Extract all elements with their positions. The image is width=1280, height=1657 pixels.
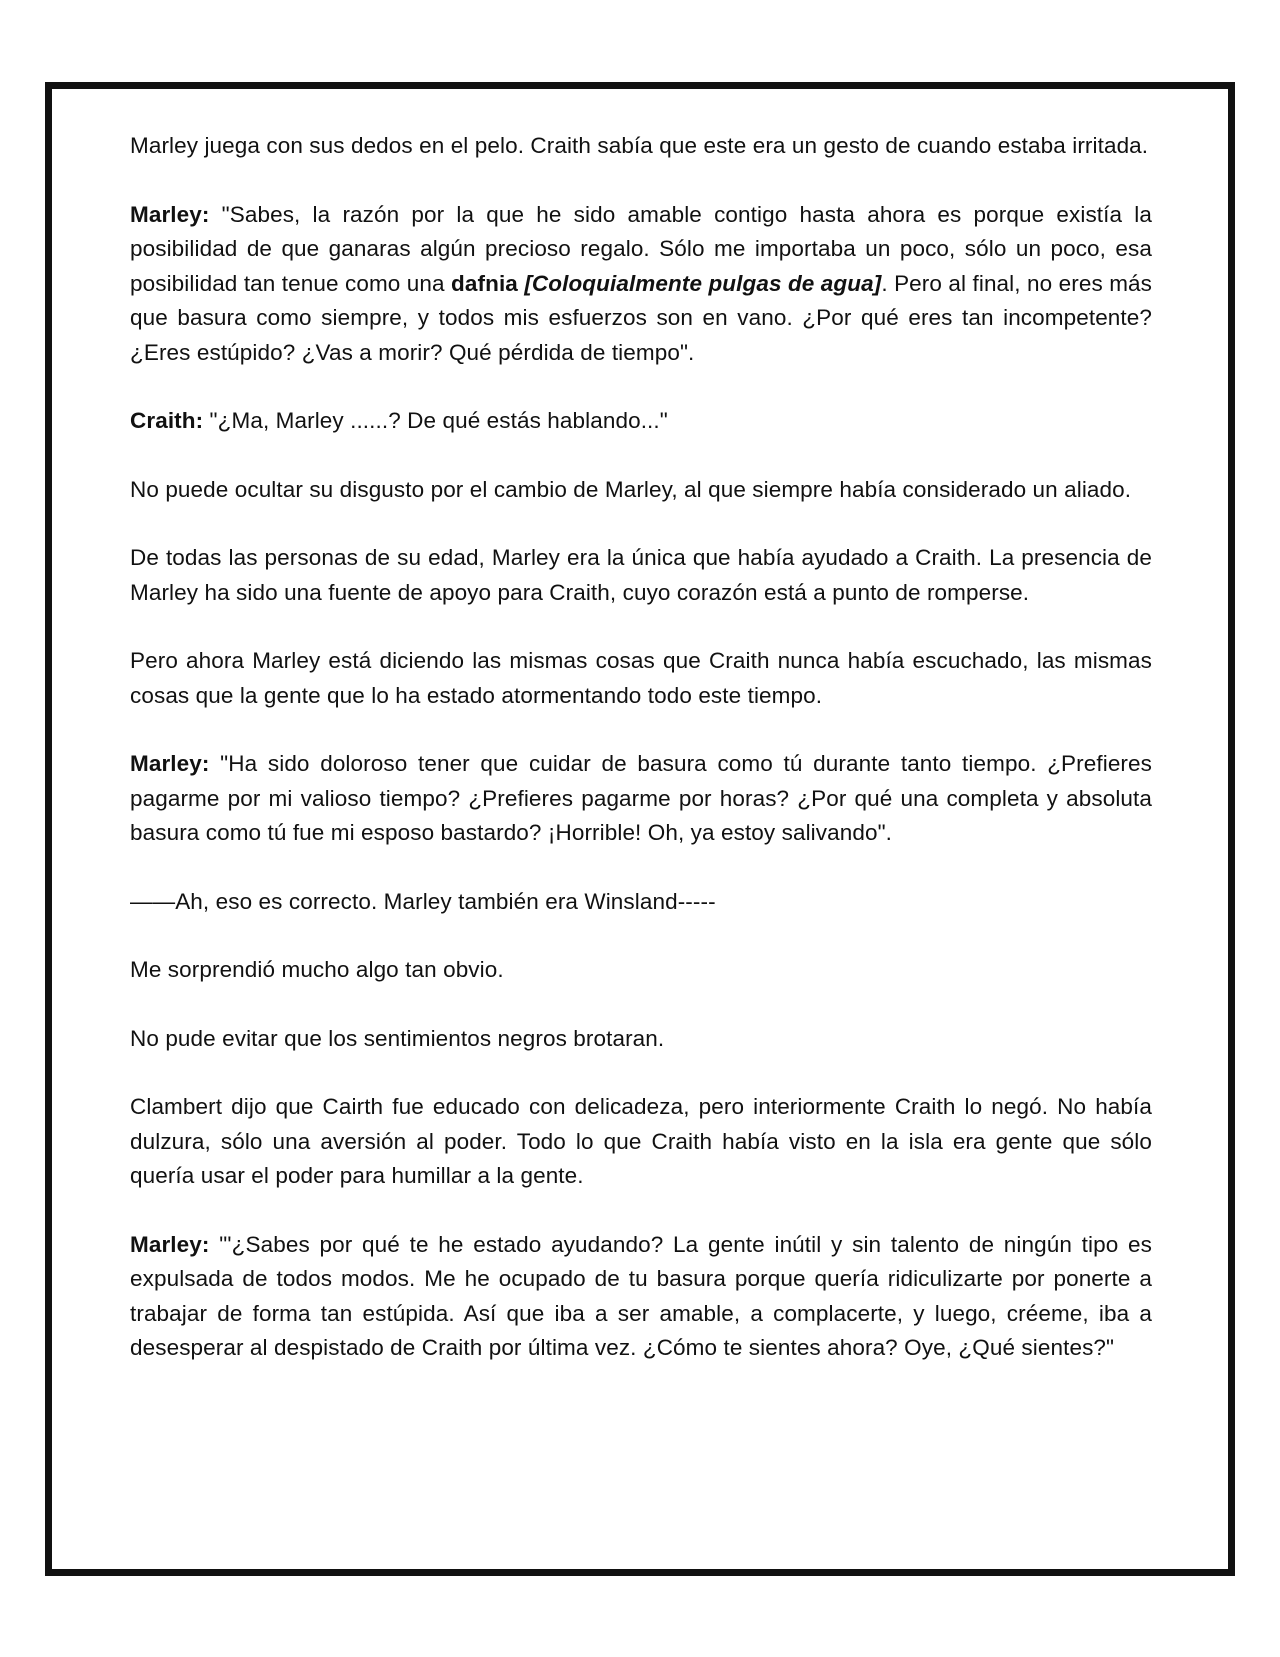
- narration-text: De todas las personas de su edad, Marley era la única que había ayudado a Craith. La presencia de Marley ha sido una fuente de apoyo para Craith, cuyo corazón está a punto de romperse.: [130, 545, 1152, 605]
- speaker-label: Craith:: [130, 408, 204, 433]
- paragraph-5: [130, 541, 1152, 610]
- paragraph-8: [130, 885, 1152, 920]
- dialogue-text: "Ha sido doloroso tener que cuidar de basura como tú durante tanto tiempo. ¿Prefieres pagarme por mi valioso tiempo? ¿Prefieres pagarme por horas? ¿Por qué una completa y absoluta basura como tú fue mi esposo bastardo? ¡Horrible! Oh, ya estoy salivando".: [130, 751, 1152, 845]
- dialogue-text: "'¿Sabes por qué te he estado ayudando? La gente inútil y sin talento de ningún tipo es expulsada de todos modos. Me he ocupado de tu basura porque quería ridiculizarte por ponerte a trabajar de forma tan estúpida. Así que iba a ser amable, a complacerte, y luego, créeme, iba a desesperar al despistado de Craith por última vez. ¿Cómo te sientes ahora? Oye, ¿Qué sientes?": [130, 1231, 1152, 1360]
- paragraph-6: [130, 644, 1152, 713]
- dialogue-text: "¿Ma, Marley ......? De qué estás hablando...": [203, 408, 668, 433]
- dialogue-text-continued: . Pero al final, no eres más que basura como siempre, y todos mis esfuerzos son en vano. ¿Por qué eres tan incompetente? ¿Eres estúpido? ¿Vas a morir? Qué pérdida de tiempo".: [130, 270, 1153, 365]
- emphasized-word: dafnia: [451, 270, 518, 296]
- narration-text: Pero ahora Marley está diciendo las mismas cosas que Craith nunca había escuchado, las mismas cosas que la gente que lo ha estado atormentando todo este tiempo.: [130, 648, 1152, 708]
- paragraph-1: [130, 129, 1152, 164]
- narration-text: Marley juega con sus dedos en el pelo. Craith sabía que este era un gesto de cuando estaba irritada.: [130, 133, 1149, 158]
- paragraph-3: [130, 404, 1152, 439]
- narration-text: No puede ocultar su disgusto por el cambio de Marley, al que siempre había considerado un aliado.: [130, 476, 1132, 502]
- narration-text: No pude evitar que los sentimientos negros brotaran.: [130, 1025, 665, 1051]
- dialogue-text: "Sabes, la razón por la que he sido amable contigo hasta ahora es porque existía la posibilidad de que ganaras algún precioso regalo. Sólo me importaba un poco, sólo un poco, esa posibilidad tan tenue como una: [130, 201, 1152, 296]
- speaker-label: Marley:: [130, 751, 210, 776]
- paragraph-4: [130, 473, 1152, 508]
- narration-text: Me sorprendió mucho algo tan obvio.: [130, 957, 504, 982]
- narration-text: Clambert dijo que Cairth fue educado con delicadeza, pero interiormente Craith lo negó. No había dulzura, sólo una aversión al poder. Todo lo que Craith había visto en la isla era gente que sólo quería usar el poder para humillar a la gente.: [130, 1094, 1152, 1188]
- paragraph-9: [130, 953, 1152, 988]
- page-border-frame: [45, 82, 1235, 1576]
- paragraph-10: [130, 1022, 1152, 1057]
- speaker-label: Marley:: [130, 201, 210, 227]
- translator-note: [Coloquialmente pulgas de agua]: [524, 270, 882, 296]
- paragraph-7: [130, 747, 1152, 851]
- paragraph-11: [130, 1090, 1152, 1194]
- narration-text: ——Ah, eso es correcto. Marley también era Winsland-----: [130, 888, 716, 914]
- document-body: [130, 129, 1152, 1400]
- paragraph-12: [130, 1228, 1152, 1366]
- paragraph-2: [130, 198, 1152, 371]
- speaker-label: Marley:: [130, 1231, 210, 1257]
